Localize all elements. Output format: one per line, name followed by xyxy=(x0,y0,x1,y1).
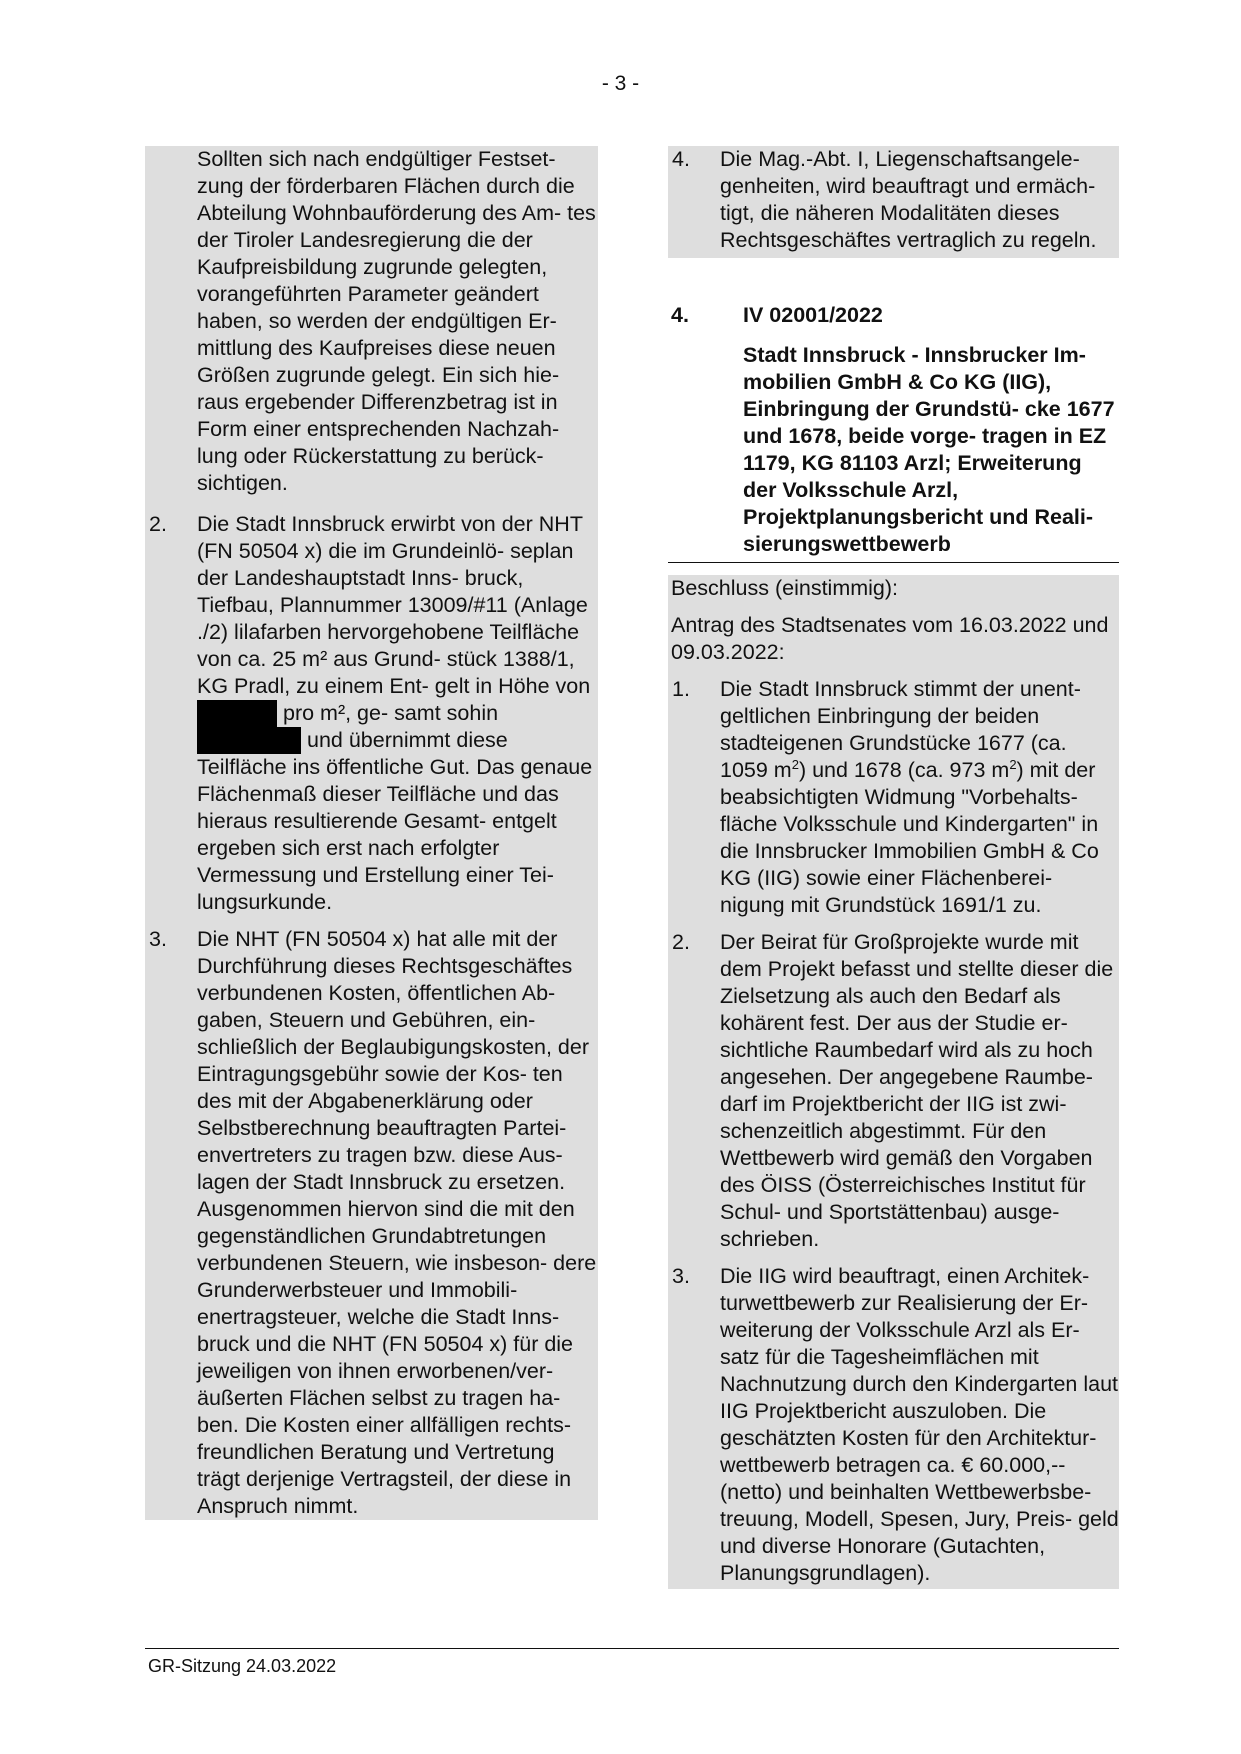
agenda-title: Stadt Innsbruck - Innsbrucker Im- mobilien GmbH & Co KG (IIG), Einbringung der Grundstü- cke 1677 und 1678, beide vorge- tragen in EZ 1179, KG 81103 Arzl; Erweiterung der Volksschule Arzl, Projektplanungsbericht und Reali- sierungswettbewerb xyxy=(743,343,1115,556)
item-number: 1. xyxy=(672,677,690,701)
superscript: 2 xyxy=(791,756,799,772)
item-text: Der Beirat für Großprojekte wurde mit dem Projekt befasst und stellte dieser die Zielsetzung als auch den Bedarf als kohärent fest. Der aus der Studie er- sichtliche Raumbedarf wird als zu hoch angesehen. Der angegebene Raumbe- darf im Projektbericht der IIG ist zwi- schenzeitlich abgestimmt. Für den Wettbewerb wird gemäß den Vorgaben des ÖISS (Österreichisches Institut für Schul- und Sportstättenbau) ausge- schrieben. xyxy=(720,930,1114,1251)
item-text-part: Die Stadt Innsbruck stimmt der unent- geltlichen Einbringung der beiden stadteigenen Grundstücke 1677 (ca. 1059 m xyxy=(720,677,1081,782)
item-number: 3. xyxy=(149,927,167,951)
item-number: 3. xyxy=(672,1264,690,1288)
left-continuation-paragraph xyxy=(145,146,598,501)
left-column xyxy=(145,146,598,1520)
item-text-part: und übernimmt diese Teilfläche ins öffentliche Gut. Das genaue Flächenmaß dieser Teilfläche und das hieraus resultierende Gesamt- entgelt ergeben sich erst nach erfolgter Vermessung und Erstellung einer Tei- lungsurkunde. xyxy=(197,728,593,914)
spacer xyxy=(668,258,1119,302)
spacer xyxy=(668,602,1119,612)
agenda-number: 4. xyxy=(671,303,689,327)
list-item-2 xyxy=(145,511,598,916)
item-text-part: ) und 1678 (ca. 973 m xyxy=(798,758,1010,782)
spacer xyxy=(145,501,598,511)
item-text xyxy=(720,676,1119,919)
spacer xyxy=(145,916,598,926)
list-item-3 xyxy=(145,926,598,1520)
superscript: 2 xyxy=(1009,756,1017,772)
resolution-item-3 xyxy=(668,1263,1119,1589)
item-text: Die NHT (FN 50504 x) hat alle mit der Durchführung dieses Rechtsgeschäftes verbundenen Kosten, öffentlichen Ab- gaben, Steuern und Gebühren, ein- schließlich der Beglaubigungskosten, der Eintragungsgebühr sowie der Kos- ten des mit der Abgabenerklärung oder Selbstberechnung beauftragten Partei- envertreters zu tragen bzw. diese Aus- lagen der Stadt Innsbruck zu ersetzen. Ausgenommen hiervon sind die mit den gegenständlichen Grundabtretungen verbundenen Steuern, wie insbeson- dere Grunderwerbsteuer und Immobili- enertragsteuer, welche die Stadt Inns- bruck und die NHT (FN 50504 x) für die jeweiligen von ihnen erworbenen/ver- äußerten Flächen selbst zu tragen ha- ben. Die Kosten einer allfälligen rechts- freundlichen Beratung und Vertretung trägt derjenige Vertragsteil, der diese in Anspruch nimmt. xyxy=(197,927,597,1518)
item-number: 2. xyxy=(672,930,690,954)
spacer xyxy=(668,919,1119,929)
item-number: 4. xyxy=(672,147,690,171)
spacer xyxy=(668,1253,1119,1263)
spacer xyxy=(668,666,1119,676)
item-text: Die IIG wird beauftragt, einen Architek- turwettbewerb zur Realisierung der Er- weiterung der Volksschule Arzl als Er- satz für die Tagesheimflächen mit Nachnutzung durch den Kindergarten laut IIG Projektbericht auszuloben. Die geschätzten Kosten für den Architektur- wettbewerb betragen ca. € 60.000,-- (netto) und beinhalten Wettbewerbsbe- treuung, Modell, Spesen, Jury, Preis- geld und diverse Honorare (Gutachten, Planungsgrundlagen). xyxy=(720,1264,1119,1585)
item-text-part: pro m², ge- samt sohin xyxy=(282,701,499,725)
footer-divider xyxy=(145,1648,1119,1649)
item-text-part: ) mit der beabsichtigten Widmung "Vorbehalts- fläche Volksschule und Kindergarten" in die Innsbrucker Immobilien GmbH & Co KG (IIG) sowie einer Flächenberei- nigung mit Grundstück 1691/1 zu. xyxy=(720,758,1099,917)
agenda-number-row xyxy=(668,302,1119,329)
item-text-part: Die Stadt Innsbruck erwirbt von der NHT (FN 50504 x) die im Grundeinlö- seplan der Landeshauptstadt Inns- bruck, Tiefbau, Plannummer 13009/#11 (Anlage ./2) lilafarben hervorgehobene Teilfläche von ca. 25 m² aus Grund- stück 1388/1, KG Pradl, zu einem Ent- gelt in Höhe von xyxy=(197,512,591,698)
beschluss-label: Beschluss (einstimmig): xyxy=(668,575,1119,602)
right-column xyxy=(668,146,1119,1589)
redacted-total xyxy=(197,727,301,754)
continuation-text: Sollten sich nach endgültiger Festset- zung der förderbaren Flächen durch die Abteilung Wohnbauförderung des Am- tes der Tiroler Landesregierung die der Kaufpreisbildung zugrunde gelegten, vorangeführten Parameter geändert haben, so werden der endgültigen Er- mittlung des Kaufpreises diese neuen Größen zugrunde gelegt. Ein sich hie- raus ergebender Differenzbetrag ist in Form einer entsprechenden Nachzah- lung oder Rückerstattung zu berück- sichtigen. xyxy=(197,147,596,495)
redacted-price xyxy=(197,700,277,727)
resolution-item-2 xyxy=(668,929,1119,1253)
footer-text: GR-Sitzung 24.03.2022 xyxy=(148,1656,337,1676)
resolution-item-1 xyxy=(668,676,1119,919)
spacer xyxy=(668,563,1119,575)
item-text xyxy=(197,511,598,916)
spacer xyxy=(668,329,1119,342)
item-text: Die Mag.-Abt. I, Liegenschaftsangele- genheiten, wird beauftragt und ermäch- tigt, die näheren Modalitäten dieses Rechtsgeschäftes vertraglich zu regeln. xyxy=(720,147,1097,252)
list-item-4 xyxy=(668,146,1119,258)
agenda-heading xyxy=(668,302,1119,558)
item-number: 2. xyxy=(149,512,167,536)
page-number: - 3 - xyxy=(601,72,640,95)
antrag-text: Antrag des Stadtsenates vom 16.03.2022 und 09.03.2022: xyxy=(668,612,1119,666)
agenda-code: IV 02001/2022 xyxy=(743,303,883,327)
